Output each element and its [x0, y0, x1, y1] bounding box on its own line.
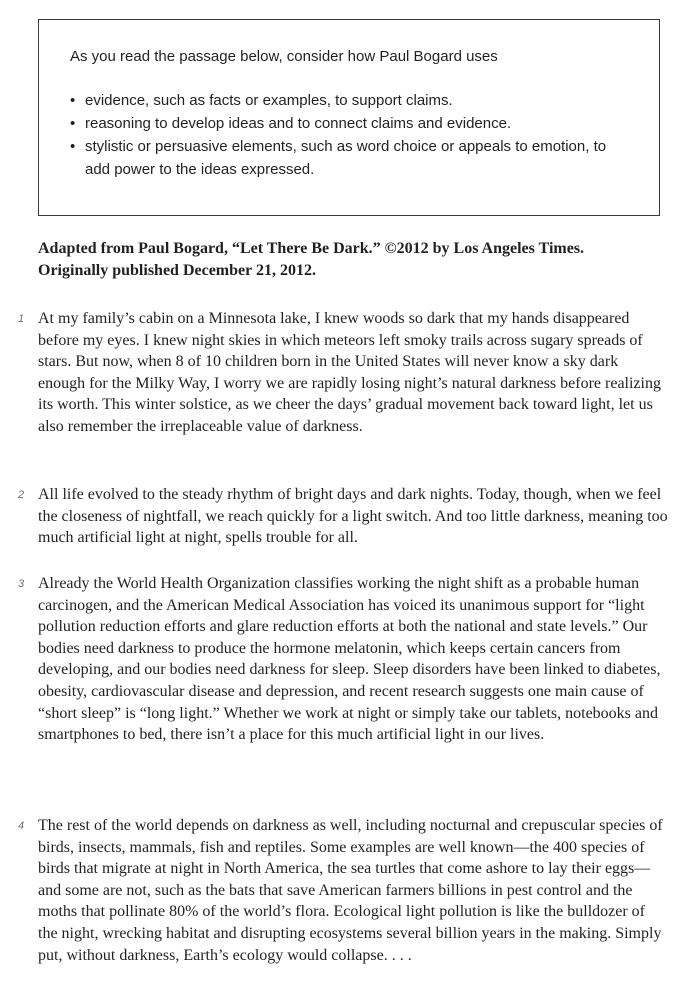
prompt-item-stylistic [70, 135, 633, 181]
paragraph-text: All life evolved to the steady rhythm of bright days and dark nights. Today, though, when we feel the closeness of nightfall, we reach quickly for a light switch. And too little darkness, meaning too much artificial light at night, spells trouble for all. [38, 486, 668, 547]
source-line-1: Adapted from Paul Bogard, “Let There Be Dark.” ©2012 by Los Angeles Times. [38, 240, 585, 257]
paragraph-4 [18, 815, 668, 966]
reading-prompt-box [38, 19, 660, 216]
prompt-item-text: stylistic or persuasive elements, such as word choice or appeals to emotion, to add power to the ideas expressed. [85, 138, 607, 178]
paragraph-text: Already the World Health Organization classifies working the night shift as a probable human carcinogen, and the American Medical Association has voiced its unanimous support for “light pollution reduction efforts and glare reduction efforts at both the national and state levels.” Our bodies need darkness to produce the hormone melatonin, which keeps certain cancers from developing, and our bodies need darkness for sleep. Sleep disorders have been linked to diabetes, obesity, cardiovascular disease and depression, and recent research suggests one main cause of “short sleep” is “long light.” Whether we work at night or simply take our tablets, notebooks and smartphones to bed, there isn’t a place for this much artificial light in our lives. [38, 575, 661, 744]
paragraph-text: The rest of the world depends on darkness as well, including nocturnal and crepuscular species of birds, insects, mammals, fish and reptiles. Some examples are well known—the 400 species of birds that migrate at night in North America, the sea turtles that come ashore to lay their eggs—and some are not, such as the bats that save American farmers billions in pest control and the moths that pollinate 80% of the world’s flora. Ecological light pollution is like the bulldozer of the night, wrecking habitat and disrupting ecosystems several billion years in the making. Simply put, without darkness, Earth’s ecology would collapse. . . . [38, 817, 663, 964]
source-citation [38, 238, 668, 281]
prompt-list [70, 89, 633, 181]
paragraph-1 [18, 308, 668, 438]
paragraph-2 [18, 484, 668, 549]
prompt-item-reasoning [70, 112, 633, 135]
paragraph-number: 2 [18, 489, 25, 501]
prompt-item-evidence [70, 89, 633, 112]
source-line-2: Originally published December 21, 2012. [38, 261, 316, 279]
bullet-icon: • [70, 115, 76, 132]
bullet-icon: • [70, 92, 76, 109]
bullet-icon: • [70, 138, 76, 155]
prompt-item-text: reasoning to develop ideas and to connect claims and evidence. [85, 115, 512, 132]
paragraph-number: 3 [18, 578, 25, 590]
paragraph-text: At my family’s cabin on a Minnesota lake, I knew woods so dark that my hands disappeared before my eyes. I knew night skies in which meteors left smoky trails across sugary spreads of stars. But now, when 8 of 10 children born in the United States will never know a sky dark enough for the Milky Way, I worry we are rapidly losing night’s natural darkness before realizing its worth. This winter solstice, as we cheer the days’ gradual movement back toward light, let us also remember the irreplaceable value of darkness. [38, 310, 661, 435]
paragraph-3 [18, 573, 668, 746]
prompt-intro: As you read the passage below, consider how Paul Bogard uses [70, 48, 498, 65]
paragraph-number: 1 [18, 313, 25, 325]
paragraph-number: 4 [18, 820, 25, 832]
prompt-item-text: evidence, such as facts or examples, to support claims. [85, 92, 453, 109]
